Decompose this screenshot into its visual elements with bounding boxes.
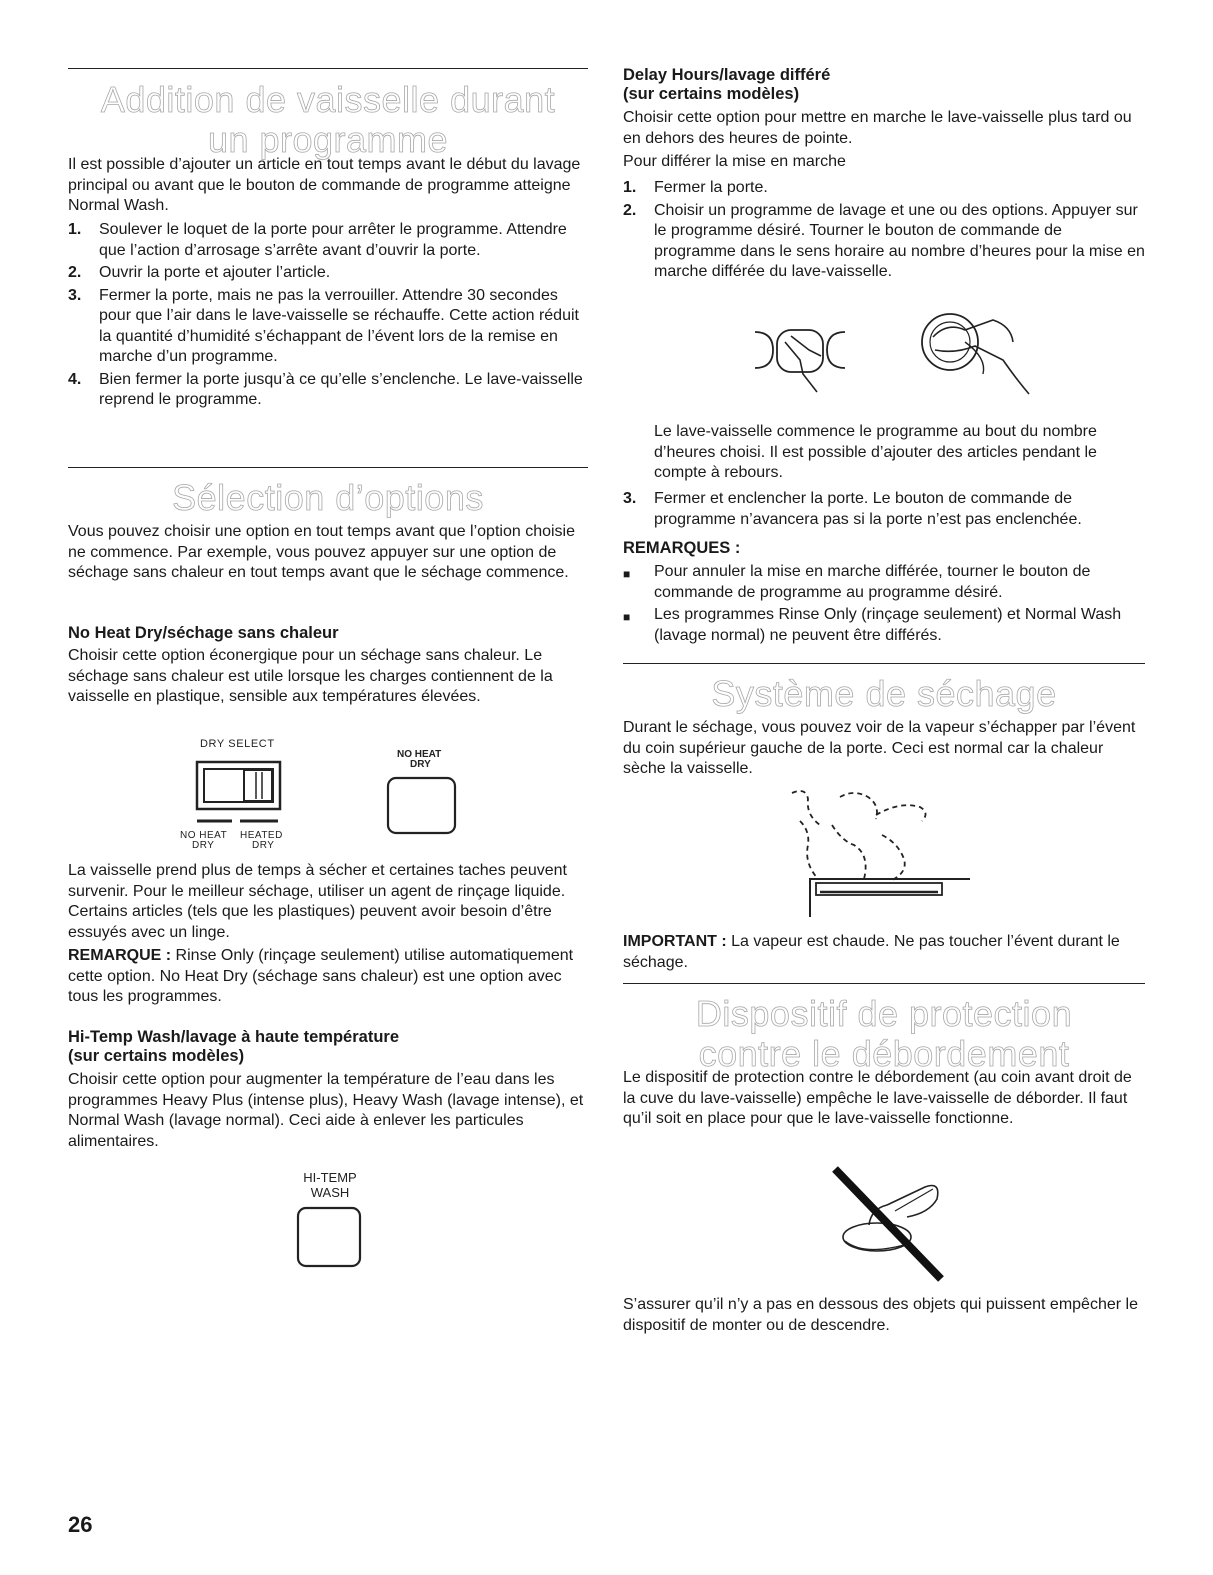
list-item-text: Fermer la porte, mais ne pas la verrouiller. Attendre 30 secondes pour que l’air dans le lave-vaisselle se réchauffe. Cette action réduit la quantité d’humidité s’échappant de l’évent lors de la remise en marche d’un programme. xyxy=(99,286,579,365)
no-heat-dry-button-label-1: NO HEAT xyxy=(397,749,442,760)
no-heat-note xyxy=(68,946,588,1008)
addition-steps-list xyxy=(68,220,588,413)
selection-intro: Vous pouvez choisir une option en tout temps avant que l’option choisie ne commence. Par exemple, vous pouvez appuyer sur une option de séchage sans chaleur en tout temps avant que le séchage commence. xyxy=(68,523,575,581)
section-title-selection: Sélection d’options xyxy=(172,477,484,518)
no-heat-dry-button-label-2: DRY xyxy=(410,759,431,770)
list-item-number: 1. xyxy=(68,221,82,238)
list-item-text: Fermer et enclencher la porte. Le bouton de commande de programme n’avancera pas si la porte n’est pas enclenchée. xyxy=(654,490,1082,528)
list-item xyxy=(68,263,588,284)
heated-dry-label-2: DRY xyxy=(252,840,275,851)
list-item-text: Ouvrir la porte et ajouter l’article. xyxy=(99,264,331,281)
heated-dry-label-1: HEATED xyxy=(240,830,283,841)
dry-select-toggle xyxy=(244,770,272,801)
list-item xyxy=(623,562,1145,603)
list-item xyxy=(623,201,1145,283)
no-heat-dry-label-2: DRY xyxy=(192,840,215,851)
no-heat-dry-button xyxy=(388,778,455,833)
important-label: IMPORTANT : xyxy=(623,933,727,950)
drying-important xyxy=(623,932,1145,973)
list-item xyxy=(68,220,588,261)
list-item-number: 1. xyxy=(623,179,637,196)
list-item-number: ■ xyxy=(623,567,631,581)
hitemp-heading: Hi-Temp Wash/lavage à haute température (sur certains modèles) xyxy=(68,1028,400,1065)
delay-steps-list xyxy=(623,178,1145,285)
list-item-text: Les programmes Rinse Only (rinçage seulement) et Normal Wash (lavage normal) ne peuvent être différés. xyxy=(654,606,1122,644)
overflow-after: S’assurer qu’il n’y a pas en dessous des objets qui puissent empêcher le dispositif de monter ou de descendre. xyxy=(623,1296,1138,1334)
list-item-text: Bien fermer la porte jusqu’à ce qu’elle s’enclenche. Le lave-vaisselle reprend le programme. xyxy=(99,370,583,408)
prohibition-slash-icon xyxy=(835,1169,941,1279)
addition-intro: Il est possible d’ajouter un article en tout temps avant le début du lavage principal ou avant que le bouton de commande de programme atteigne Normal Wash. xyxy=(68,156,581,214)
delay-heading: Delay Hours/lavage différé (sur certains modèles) xyxy=(623,66,831,103)
delay-notes-label: REMARQUES : xyxy=(623,539,741,557)
overflow-text: Le dispositif de protection contre le débordement (au coin avant droit de la cuve du lave-vaisselle) empêche le lave-vaisselle de déborder. Il faut qu’il soit en place pour que le lave-vaisselle fonctionne. xyxy=(623,1069,1132,1127)
delay-intro: Choisir cette option pour mettre en marche le lave-vaisselle plus tard ou en dehors des heures de pointe. xyxy=(623,109,1132,147)
list-item-text: Choisir un programme de lavage et une ou des options. Appuyer sur le programme désiré. Tourner le bouton de commande de programme dans le sens horaire au nombre d’heures pour la mise en marche différée du lave-vaisselle. xyxy=(654,201,1145,280)
note-label: REMARQUE : xyxy=(68,947,172,964)
important-text: La vapeur est chaude. Ne pas toucher l’évent durant le séchage. xyxy=(623,933,1120,971)
note-text: Rinse Only (rinçage seulement) utilise automatiquement cette option. No Heat Dry (séchage sans chaleur) est une option avec tous les programmes. xyxy=(68,947,574,1005)
delay-steps-list-b xyxy=(623,489,1145,532)
list-item-text: Fermer la porte. xyxy=(654,179,768,196)
dry-select-label: DRY SELECT xyxy=(200,738,275,750)
delay-knob-figure xyxy=(725,302,1035,407)
list-item-number: 3. xyxy=(68,286,82,304)
list-item-number: ■ xyxy=(623,610,631,624)
list-item-number: 4. xyxy=(68,370,82,388)
no-heat-dry-label-1: NO HEAT xyxy=(180,830,228,841)
delay-notes-list xyxy=(623,562,1145,648)
hitemp-text: Choisir cette option pour augmenter la température de l’eau dans les programmes Heavy Plus (intense plus), Heavy Wash (lavage intense), et Normal Wash (lavage normal). Ceci aide à enlever les particules alimentaires. xyxy=(68,1071,584,1150)
hitemp-button xyxy=(298,1208,360,1266)
delay-lead: Pour différer la mise en marche xyxy=(623,153,846,170)
drying-text: Durant le séchage, vous pouvez voir de la vapeur s’échapper par l’évent du coin supérieur gauche de la porte. Ceci est normal car la chaleur sèche la vaisselle. xyxy=(623,719,1136,777)
overflow-float-figure xyxy=(825,1165,955,1285)
no-heat-heading: No Heat Dry/séchage sans chaleur xyxy=(68,624,339,642)
list-item-text: Soulever le loquet de la porte pour arrêter le programme. Attendre que l’action d’arrosage s’arrête avant d’ouvrir la porte. xyxy=(99,221,567,259)
list-item-number: 2. xyxy=(623,201,637,219)
hitemp-label-1: HI-TEMP xyxy=(303,1170,357,1185)
section-rule xyxy=(623,663,1145,664)
dry-select-figure xyxy=(160,734,480,859)
no-heat-after: La vaisselle prend plus de temps à sécher et certaines taches peuvent survenir. Pour le meilleur séchage, utiliser un agent de rinçage liquide. Certains articles (tels que les plastiques) peuvent avoir besoin d’être essuyés avec un linge. xyxy=(68,862,567,941)
vent-steam-figure xyxy=(780,785,980,920)
section-rule xyxy=(623,983,1145,984)
list-item-text: Pour annuler la mise en marche différée, tourner le bouton de commande de programme au programme désiré. xyxy=(654,563,1091,601)
hitemp-label-2: WASH xyxy=(310,1185,350,1200)
list-item-number: 2. xyxy=(68,264,82,281)
section-title-overflow: Dispositif de protection contre le débordement xyxy=(695,993,1073,1074)
list-item xyxy=(623,489,1145,530)
section-rule xyxy=(68,467,588,468)
list-item-number: 3. xyxy=(623,490,637,507)
list-item xyxy=(623,605,1145,646)
hitemp-figure xyxy=(285,1168,375,1273)
page-number: 26 xyxy=(68,1512,93,1537)
section-title-addition: Addition de vaisselle durant un programme xyxy=(100,79,556,160)
list-item xyxy=(68,370,588,411)
section-title-drying: Système de séchage xyxy=(711,673,1057,714)
delay-after-figure: Le lave-vaisselle commence le programme au bout du nombre d’heures choisi. Il est possible d’ajouter des articles pendant le compte à rebours. xyxy=(654,423,1097,481)
list-item xyxy=(68,286,588,368)
no-heat-text: Choisir cette option éconergique pour un séchage sans chaleur. Le séchage sans chaleur est utile lorsque les charges contiennent de la vaisselle en plastique, sensible aux températures élevées. xyxy=(68,647,553,705)
list-item xyxy=(623,178,1145,199)
section-rule xyxy=(68,68,588,69)
